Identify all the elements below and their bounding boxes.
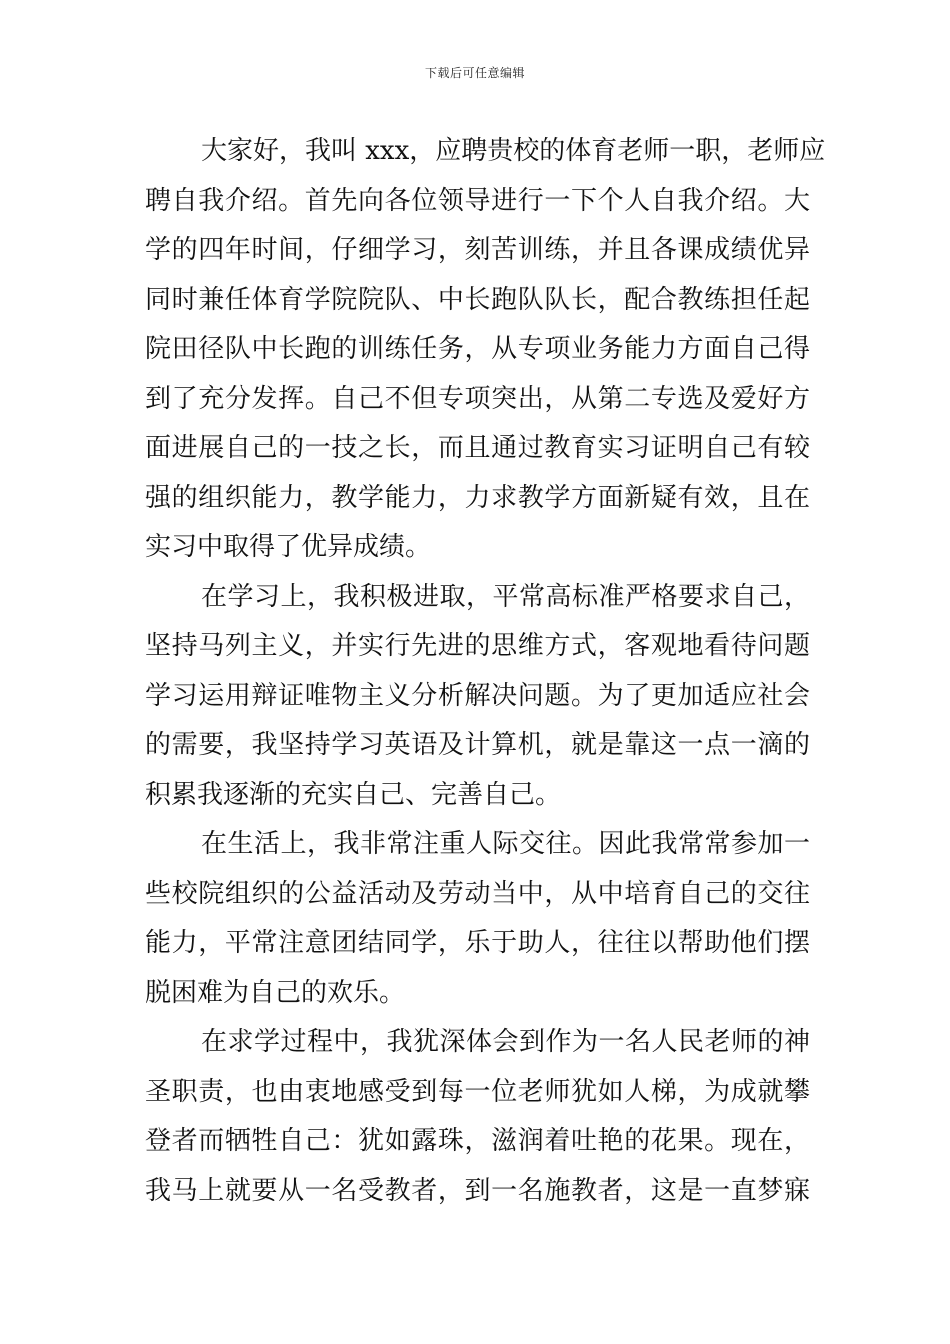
paragraph-line: 在学习上，我积极进取，平常高标准严格要求自己， <box>201 581 810 612</box>
paragraph-line: 院田径队中长跑的训练任务，从专项业务能力方面自己得 <box>145 334 810 364</box>
paragraph-line: 大家好，我叫 xxx，应聘贵校的体育老师一职，老师应 <box>201 136 826 166</box>
paragraph-line: 学习运用辩证唯物主义分析解决问题。为了更加适应社会 <box>145 680 810 711</box>
paragraph-line: 脱困难为自己的欢乐。 <box>145 977 406 1008</box>
paragraph-line: 在生活上，我非常注重人际交往。因此我常常参加一 <box>201 829 810 859</box>
paragraph-line: 面进展自己的一技之长，而且通过教育实习证明自己有较 <box>145 433 810 463</box>
paragraph-line: 实习中取得了优异成绩。 <box>145 532 432 562</box>
paragraph <box>145 820 810 1018</box>
paragraph-line: 在求学过程中，我犹深体会到作为一名人民老师的神 <box>201 1027 810 1057</box>
paragraph-line: 强的组织能力，教学能力，力求教学方面新疑有效，且在 <box>145 482 810 513</box>
paragraph-line: 圣职责，也由衷地感受到每一位老师犹如人梯，为成就攀 <box>145 1076 810 1107</box>
paragraph-line: 我马上就要从一名受教者，到一名施教者，这是一直梦寐 <box>145 1175 810 1206</box>
paragraph-line: 坚持马列主义，并实行先进的思维方式，客观地看待问题 <box>145 631 810 661</box>
paragraph-line: 到了充分发挥。自己不但专项突出，从第二专选及爱好方 <box>145 383 810 414</box>
paragraph-line: 学的四年时间，仔细学习，刻苦训练，并且各课成绩优异 <box>145 235 810 265</box>
paragraph <box>145 1018 810 1216</box>
paragraph-line: 聘自我介绍。首先向各位领导进行一下个人自我介绍。大 <box>145 185 810 216</box>
paragraph-line: 能力，平常注意团结同学，乐于助人，往往以帮助他们摆 <box>145 928 810 958</box>
page-header-note: 下载后可任意编辑 <box>424 66 525 80</box>
paragraph-line: 登者而牺牲自己：犹如露珠，滋润着吐艳的花果。现在， <box>145 1126 810 1156</box>
paragraph-line: 些校院组织的公益活动及劳动当中，从中培育自己的交往 <box>145 878 810 909</box>
paragraph-line: 同时兼任体育学院院队、中长跑队队长，配合教练担任起 <box>145 284 810 315</box>
paragraph <box>145 127 826 573</box>
paragraph-line: 的需要，我坚持学习英语及计算机，就是靠这一点一滴的 <box>145 730 810 760</box>
paragraph <box>145 573 810 821</box>
document-body <box>145 127 826 1216</box>
paragraph-line: 积累我逐渐的充实自己、完善自己。 <box>145 779 562 810</box>
